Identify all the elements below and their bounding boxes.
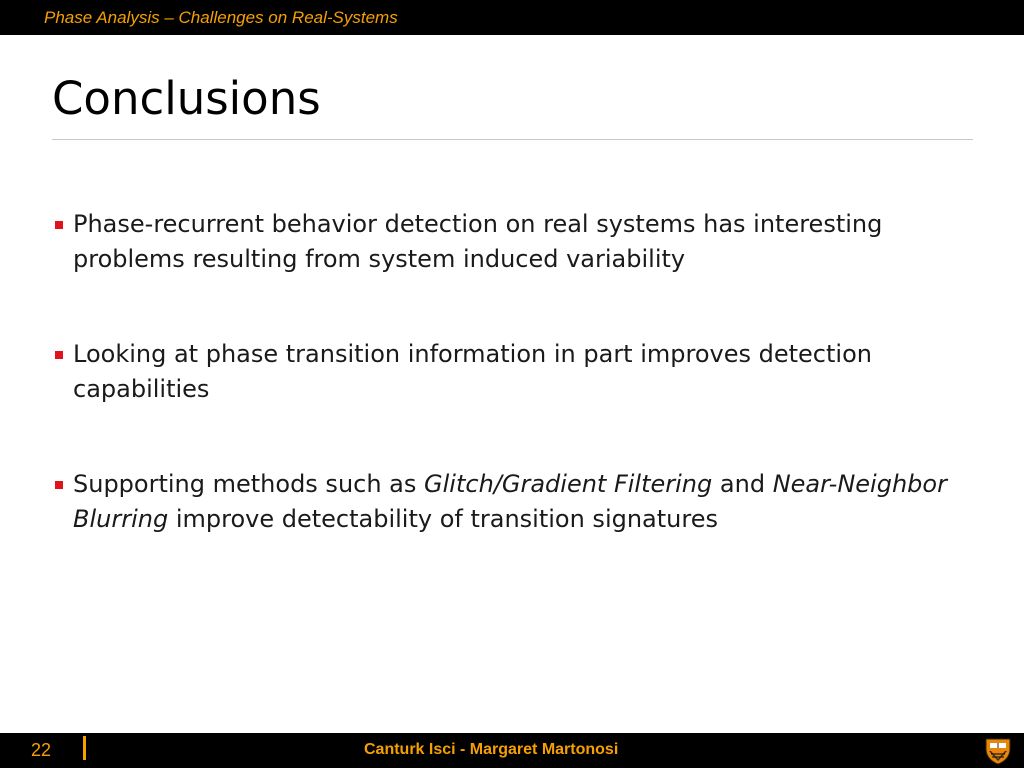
footer-bar bbox=[0, 733, 1024, 768]
footer-authors: Canturk Isci - Margaret Martonosi bbox=[364, 741, 619, 758]
princeton-shield-icon bbox=[983, 737, 1013, 765]
header-bar bbox=[0, 0, 1024, 35]
footer-divider bbox=[83, 736, 86, 760]
bullet-text-part: Supporting methods such as bbox=[73, 470, 425, 498]
method-name-near-neighbor: Near-Neighbor Blurring bbox=[73, 470, 947, 533]
bullet-list bbox=[52, 207, 982, 536]
bullet-text bbox=[73, 470, 947, 533]
bullet-item bbox=[52, 207, 982, 276]
slide-title: Conclusions bbox=[52, 72, 321, 125]
bullet-item bbox=[52, 467, 982, 536]
presentation-title: Phase Analysis – Challenges on Real-Systems bbox=[44, 8, 398, 27]
title-divider bbox=[52, 139, 973, 140]
method-name-glitch-gradient: Glitch/Gradient Filtering bbox=[424, 470, 713, 498]
bullet-text-part: and bbox=[712, 470, 773, 498]
bullet-text: Looking at phase transition information in part improves detection capabilities bbox=[73, 340, 872, 403]
bullet-item bbox=[52, 337, 982, 406]
bullet-square-icon bbox=[55, 351, 63, 359]
bullet-text-part: improve detectability of transition signatures bbox=[168, 504, 718, 533]
page-number: 22 bbox=[31, 740, 52, 760]
bullet-square-icon bbox=[55, 221, 63, 229]
bullet-square-icon bbox=[55, 481, 63, 489]
bullet-text: Phase-recurrent behavior detection on real systems has interesting problems resulting from system induced variability bbox=[73, 210, 883, 273]
